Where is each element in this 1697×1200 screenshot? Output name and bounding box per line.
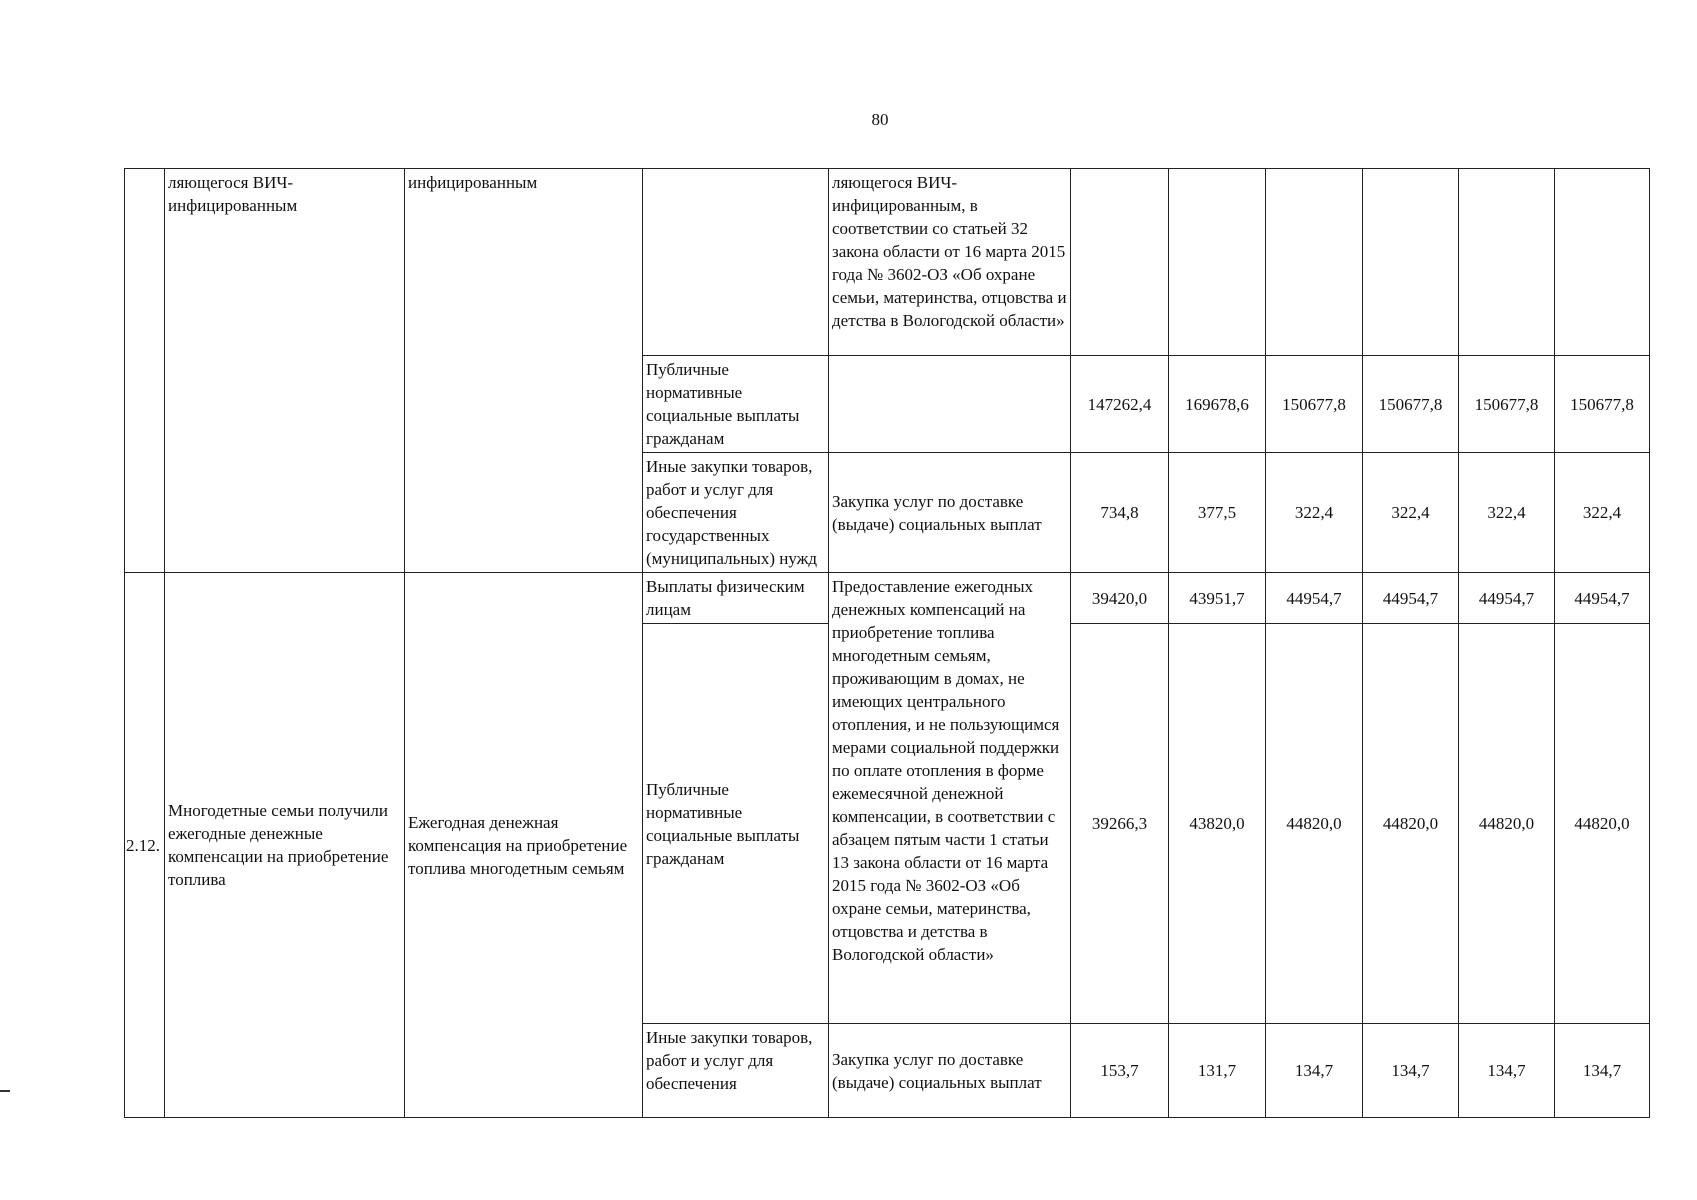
budget-table <box>124 168 1650 1118</box>
value-cell: 169678,6 <box>1169 356 1266 453</box>
desc-cell: ляющегося ВИЧ-инфицированным, в соответствии со статьей 32 закона области от 16 марта 2015 года № 3602-ОЗ «Об охране семьи, материнства, отцовства и детства в Вологодской области» <box>829 169 1071 356</box>
scan-edge-mark <box>0 1090 10 1092</box>
row-index: 2.12. <box>125 573 165 1118</box>
value-cell: 44820,0 <box>1555 624 1650 1024</box>
value-cell: 44820,0 <box>1266 624 1363 1024</box>
value-cell: 153,7 <box>1071 1024 1169 1118</box>
value-cell: 134,7 <box>1363 1024 1459 1118</box>
value-cell: 134,7 <box>1266 1024 1363 1118</box>
desc-cell: Закупка услуг по доставке (выдаче) социальных выплат <box>829 1024 1071 1118</box>
value-cell: 134,7 <box>1459 1024 1555 1118</box>
value-cell: 377,5 <box>1169 453 1266 573</box>
type-cell: Публичные нормативные социальные выплаты гражданам <box>643 356 829 453</box>
value-cell: 131,7 <box>1169 1024 1266 1118</box>
value-cell: 43820,0 <box>1169 624 1266 1024</box>
value-cell: 44820,0 <box>1363 624 1459 1024</box>
value-cell: 150677,8 <box>1363 356 1459 453</box>
value-cell: 147262,4 <box>1071 356 1169 453</box>
value-cell: 322,4 <box>1266 453 1363 573</box>
value-cell: 322,4 <box>1363 453 1459 573</box>
desc-cell: Закупка услуг по доставке (выдаче) социальных выплат <box>829 453 1071 573</box>
desc-cell: Предоставление ежегодных денежных компенсаций на приобретение топлива многодетным семьям, проживающим в домах, не имеющих центрального отопления, и не пользующимся мерами социальной поддержки по оплате отопления в форме ежемесячной денежной компенсации, в соответствии с абзацем пятым части 1 статьи 13 закона области от 16 марта 2015 года № 3602-ОЗ «Об охране семьи, материнства, отцовства и детства в Вологодской области» <box>829 573 1071 1024</box>
value-cell: 150677,8 <box>1459 356 1555 453</box>
page-number: 80 <box>871 110 889 129</box>
result-cell: ляющегося ВИЧ-инфицированным <box>165 169 405 573</box>
value-cell: 134,7 <box>1555 1024 1650 1118</box>
desc-cell-empty <box>829 356 1071 453</box>
value-cell: 39420,0 <box>1071 573 1169 624</box>
value-cell: 150677,8 <box>1266 356 1363 453</box>
index-cell-empty <box>125 169 165 573</box>
value-cell: 44954,7 <box>1266 573 1363 624</box>
type-cell: Выплаты физическим лицам <box>643 573 829 624</box>
type-cell: Публичные нормативные социальные выплаты гражданам <box>643 624 829 1024</box>
value-cell: 734,8 <box>1071 453 1169 573</box>
value-cell: 44820,0 <box>1459 624 1555 1024</box>
value-cell: 44954,7 <box>1459 573 1555 624</box>
type-cell: Иные закупки товаров, работ и услуг для обеспечения <box>643 1024 829 1118</box>
measure-cell: инфицированным <box>405 169 643 573</box>
type-cell: Иные закупки товаров, работ и услуг для обеспечения государственных (муниципальных) нужд <box>643 453 829 573</box>
value-cell: 322,4 <box>1555 453 1650 573</box>
value-cell: 44954,7 <box>1555 573 1650 624</box>
result-cell: Многодетные семьи получили ежегодные денежные компенсации на приобретение топлива <box>165 573 405 1118</box>
value-cell: 322,4 <box>1459 453 1555 573</box>
value-cell: 43951,7 <box>1169 573 1266 624</box>
type-cell-empty <box>643 169 829 356</box>
value-cell: 150677,8 <box>1555 356 1650 453</box>
value-cell: 44954,7 <box>1363 573 1459 624</box>
measure-cell: Ежегодная денежная компенсация на приобретение топлива многодетным семьям <box>405 573 643 1118</box>
value-cell: 39266,3 <box>1071 624 1169 1024</box>
